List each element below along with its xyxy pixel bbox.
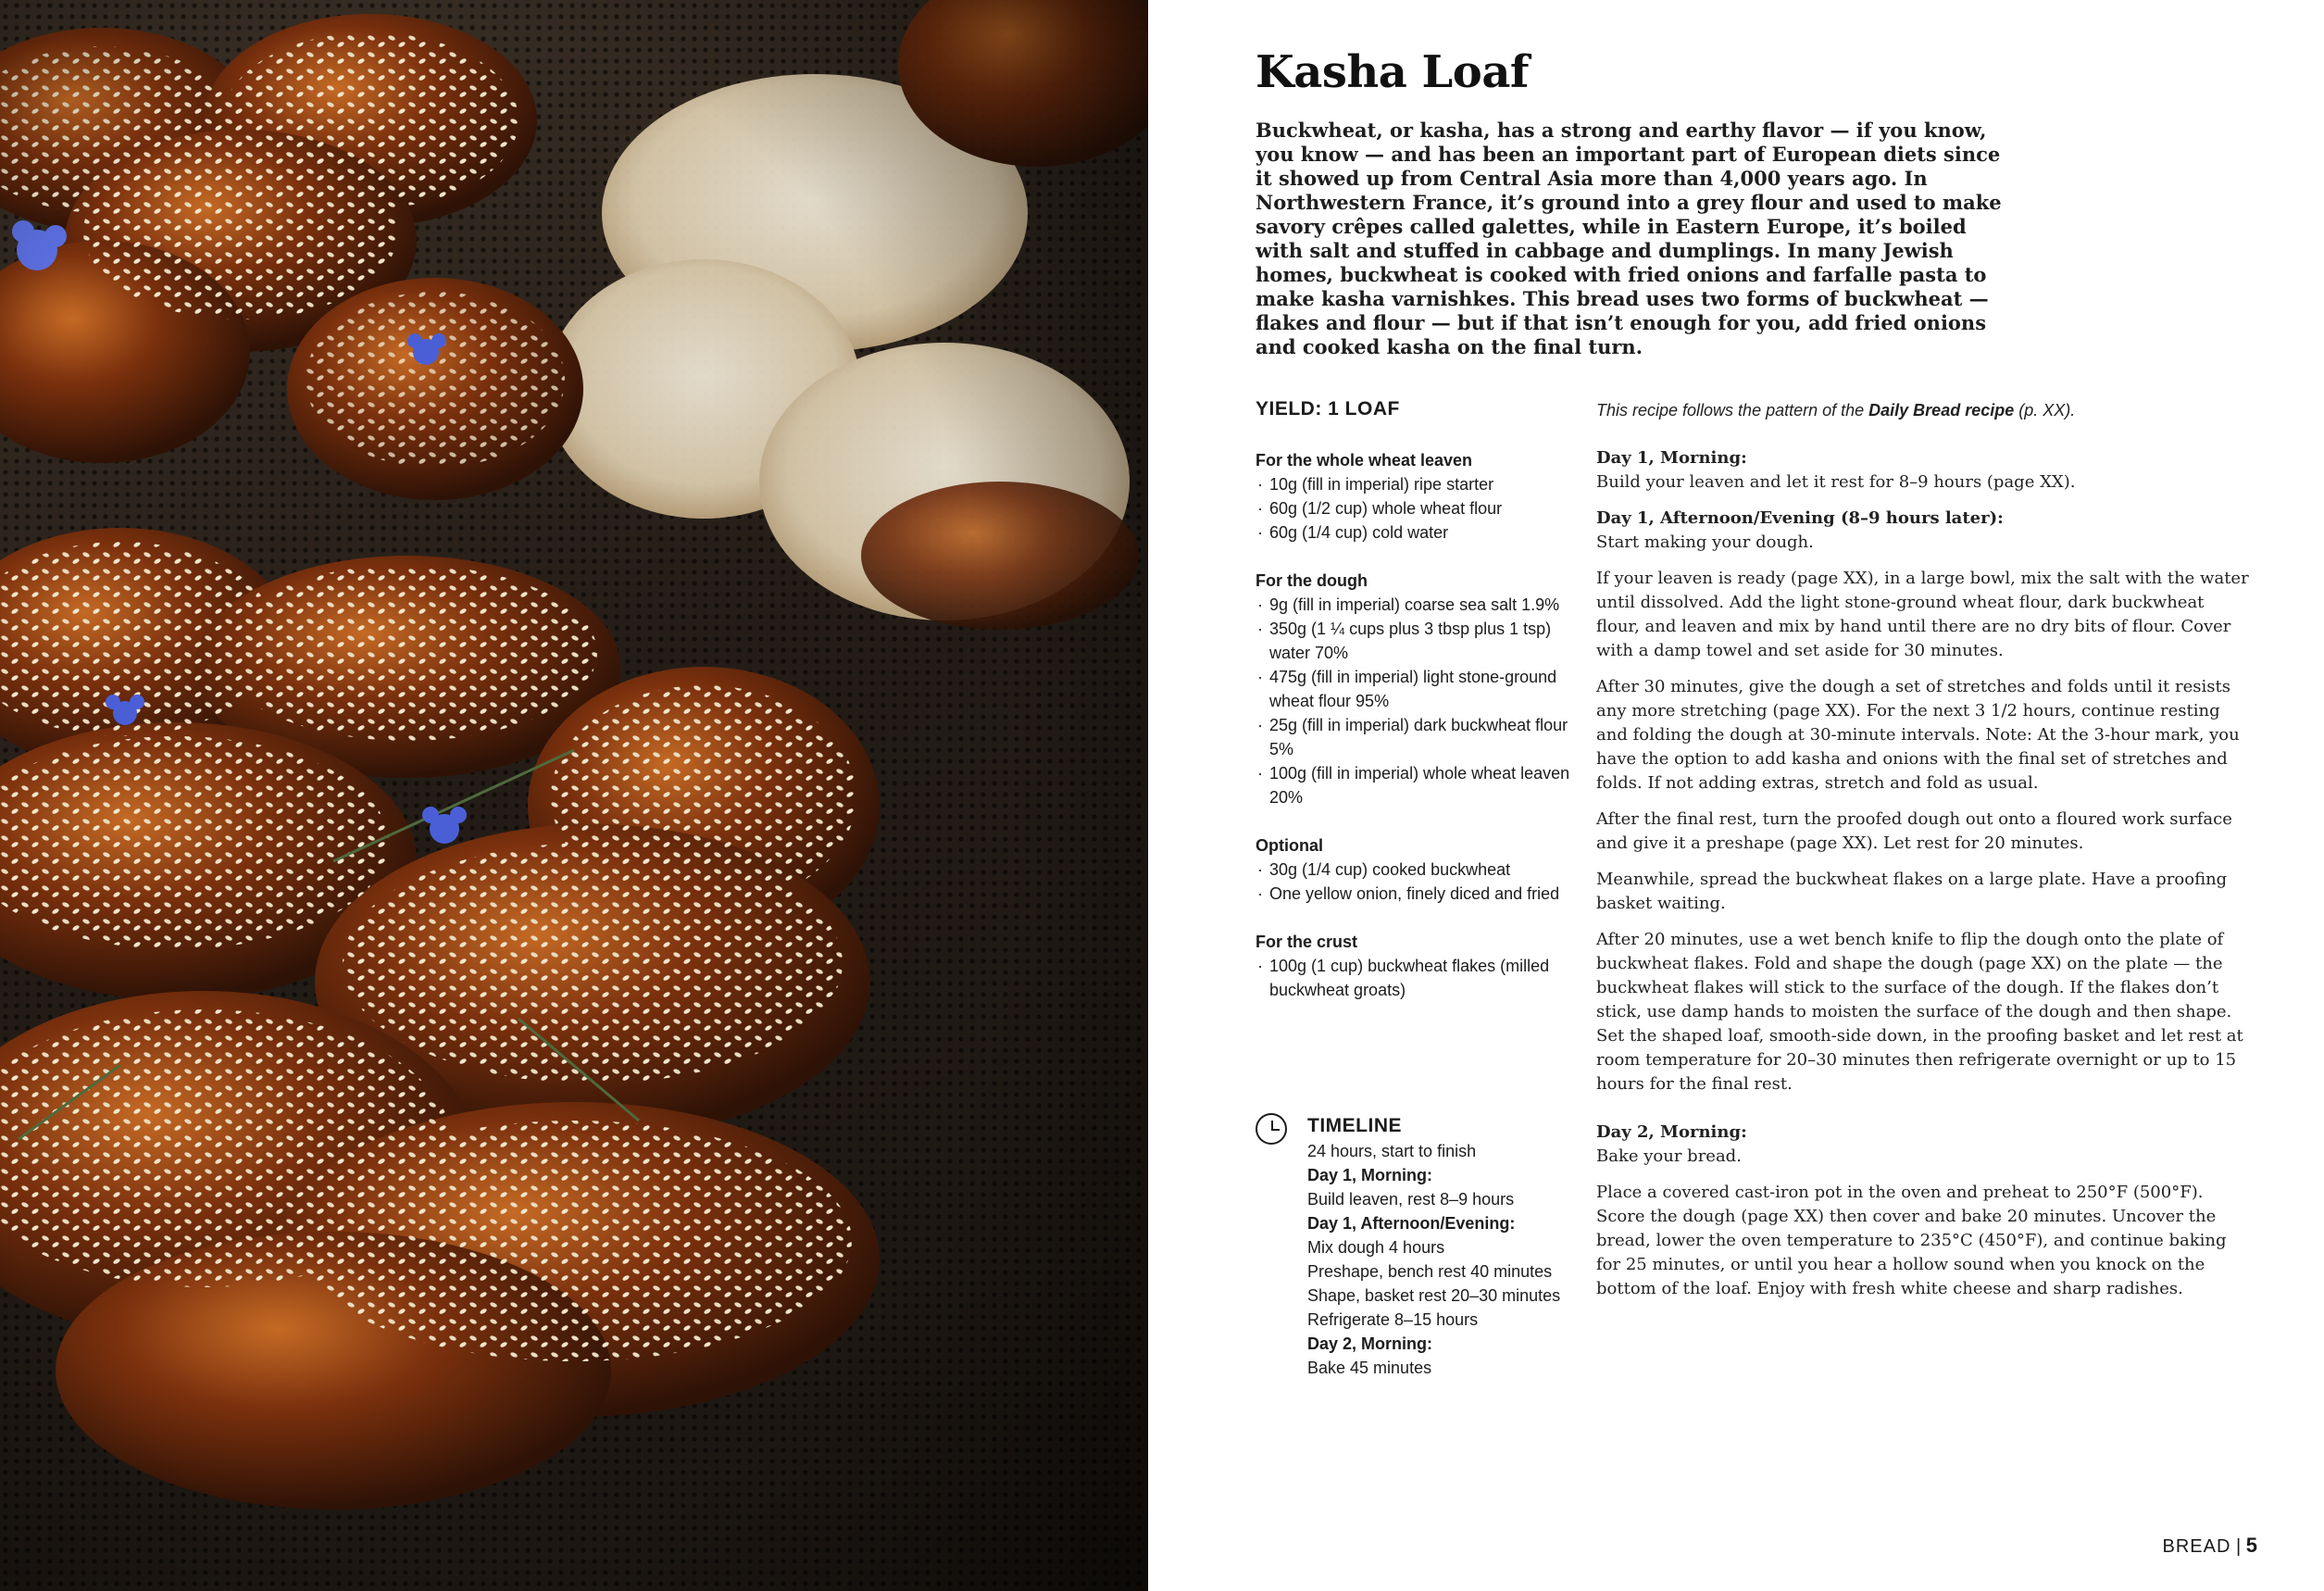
method-paragraph: After 30 minutes, give the dough a set of stretches and folds until it resists any more stretching (page XX). For the next 3 1/2 hours, continue resting and folding the dough at 30-minute intervals. Note: At the 3-hour mark, you have the option to add kasha and onions with the final set of stretches and folds. If not adding extras, stretch and fold as usual. <box>1596 677 2240 793</box>
timeline-step: Mix dough 4 hours <box>1307 1238 1445 1257</box>
method-paragraph: Meanwhile, spread the buckwheat flakes on a large plate. Have a proofing basket waiting. <box>1596 870 2228 913</box>
ingredient-item: · 9g (fill in imperial) coarse sea salt 1.9% <box>1256 593 1575 617</box>
ingredient-item: · 60g (1/4 cup) cold water <box>1256 520 1575 545</box>
ingredient-item: · 100g (1 cup) buckwheat flakes (milled buckwheat groats) <box>1256 954 1575 1002</box>
method-day-heading: Day 2, Morning: <box>1596 1122 1747 1142</box>
ingredient-group-optional <box>1256 833 1575 906</box>
recipe-page <box>1148 0 2324 1591</box>
footer-separator: | <box>2235 1536 2242 1557</box>
ingredient-group-title: For the crust <box>1256 933 1358 951</box>
recipe-intro: Buckwheat, or kasha, has a strong and earthy flavor — if you know, you know — and has been an important part of European diets since it showed up from Central Asia more than 4,000 years ago. In Northwestern France, it’s ground into a grey flour and used to make savory crêpes called galettes, while in Eastern Europe, it’s boiled with salt and stuffed in cabbage and dumplings. In many Jewish homes, buckwheat is cooked with fried onions and farfalle pasta to make kasha varnishkes. This bread uses two forms of buckwheat — flakes and flour — but if that isn’t enough for you, add fried onions and cooked kasha on the final turn. <box>1256 119 2002 358</box>
method-paragraph: After 20 minutes, use a wet bench knife to flip the dough onto the plate of buckwheat flakes. Fold and shape the dough (page XX) on the plate — the buckwheat flakes will stick to the surface of the dough. If the flakes don’t stick, use damp hands to moisten the surface of the dough and then shape. Set the shaped loaf, smooth-side down, in the proofing basket and let rest at room temperature for 20–30 minutes then refrigerate overnight or up to 15 hours for the final rest. <box>1596 930 2243 1094</box>
timeline-day-heading: Day 2, Morning: <box>1307 1334 1433 1353</box>
ingredients-list <box>1256 448 1575 1026</box>
timeline-day-heading: Day 1, Afternoon/Evening: <box>1307 1214 1516 1233</box>
ingredient-group-title: For the dough <box>1256 571 1368 590</box>
ingredient-item: · 25g (fill in imperial) dark buckwheat flour 5% <box>1256 713 1575 761</box>
bread-photo <box>0 0 1148 1591</box>
timeline-step: Shape, basket rest 20–30 minutes <box>1307 1286 1561 1305</box>
recipe-title: Kasha Loaf <box>1256 46 1530 98</box>
clock-icon <box>1256 1113 1287 1145</box>
ingredient-item: · 475g (fill in imperial) light stone-ground wheat flour 95% <box>1256 665 1575 713</box>
ingredient-group-dough <box>1256 569 1575 809</box>
pattern-note-page: (p. XX). <box>2014 401 2076 420</box>
timeline-step: Build leaven, rest 8–9 hours <box>1307 1190 1515 1209</box>
ingredient-item: · 30g (1/4 cup) cooked buckwheat <box>1256 858 1575 882</box>
timeline-day-heading: Day 1, Morning: <box>1307 1166 1433 1184</box>
ingredient-item: · 100g (fill in imperial) whole wheat leaven 20% <box>1256 761 1575 809</box>
method-paragraph: Place a covered cast-iron pot in the oven and preheat to 250°F (500°F). Score the dough (page XX) then cover and bake 20 minutes. Uncover the bread, lower the oven temperature to 235°C (450°F), and continue baking for 25 minutes, or until you hear a hollow sound when you knock on the bottom of the loaf. Enjoy with fresh white cheese and sharp radishes. <box>1596 1183 2227 1298</box>
method-day-heading: Day 1, Afternoon/Evening (8–9 hours later): <box>1596 508 2004 528</box>
ingredient-group-title: For the whole wheat leaven <box>1256 451 1473 470</box>
pattern-note-text: This recipe follows the pattern of the <box>1596 401 1869 420</box>
ingredient-item: · 350g (1 ¼ cups plus 3 tbsp plus 1 tsp) water 70% <box>1256 617 1575 665</box>
method-paragraph: Build your leaven and let it rest for 8–9 hours (page XX). <box>1596 472 2076 492</box>
method-paragraph: Start making your dough. <box>1596 532 1814 552</box>
ingredient-group-crust <box>1256 930 1575 1002</box>
pattern-reference: Daily Bread recipe <box>1868 401 2015 420</box>
ingredient-group-leaven <box>1256 448 1575 545</box>
method-day-heading: Day 1, Morning: <box>1596 448 1747 468</box>
method-paragraph: If your leaven is ready (page XX), in a large bowl, mix the salt with the water until dissolved. Add the light stone-ground wheat flour, dark buckwheat flour, and leaven and mix by hand until there are no dry bits of flour. Cover with a damp towel and set aside for 30 minutes. <box>1596 569 2249 660</box>
section-name: BREAD <box>2162 1536 2231 1557</box>
ingredient-group-title: Optional <box>1256 836 1323 855</box>
method-paragraph: After the final rest, turn the proofed dough out onto a floured work surface and give it a preshape (page XX). Let rest for 20 minutes. <box>1596 809 2232 853</box>
bread-illustration <box>0 0 1148 1591</box>
method-paragraph: Bake your bread. <box>1596 1146 1742 1166</box>
timeline <box>1256 1113 1570 1380</box>
ingredient-item: · 10g (fill in imperial) ripe starter <box>1256 472 1575 496</box>
timeline-total: 24 hours, start to finish <box>1307 1142 1477 1160</box>
timeline-step: Refrigerate 8–15 hours <box>1307 1310 1479 1329</box>
timeline-step: Preshape, bench rest 40 minutes <box>1307 1262 1553 1281</box>
ingredient-item: · One yellow onion, finely diced and fried <box>1256 882 1575 906</box>
page-footer <box>2163 1534 2257 1558</box>
page-number: 5 <box>2245 1534 2257 1557</box>
ingredient-item: · 60g (1/2 cup) whole wheat flour <box>1256 496 1575 520</box>
recipe-yield: YIELD: 1 LOAF <box>1256 398 1400 420</box>
pattern-note <box>1596 398 2249 422</box>
timeline-title: TIMELINE <box>1307 1115 1402 1136</box>
method-column <box>1596 398 2249 1313</box>
timeline-step: Bake 45 minutes <box>1307 1359 1432 1377</box>
